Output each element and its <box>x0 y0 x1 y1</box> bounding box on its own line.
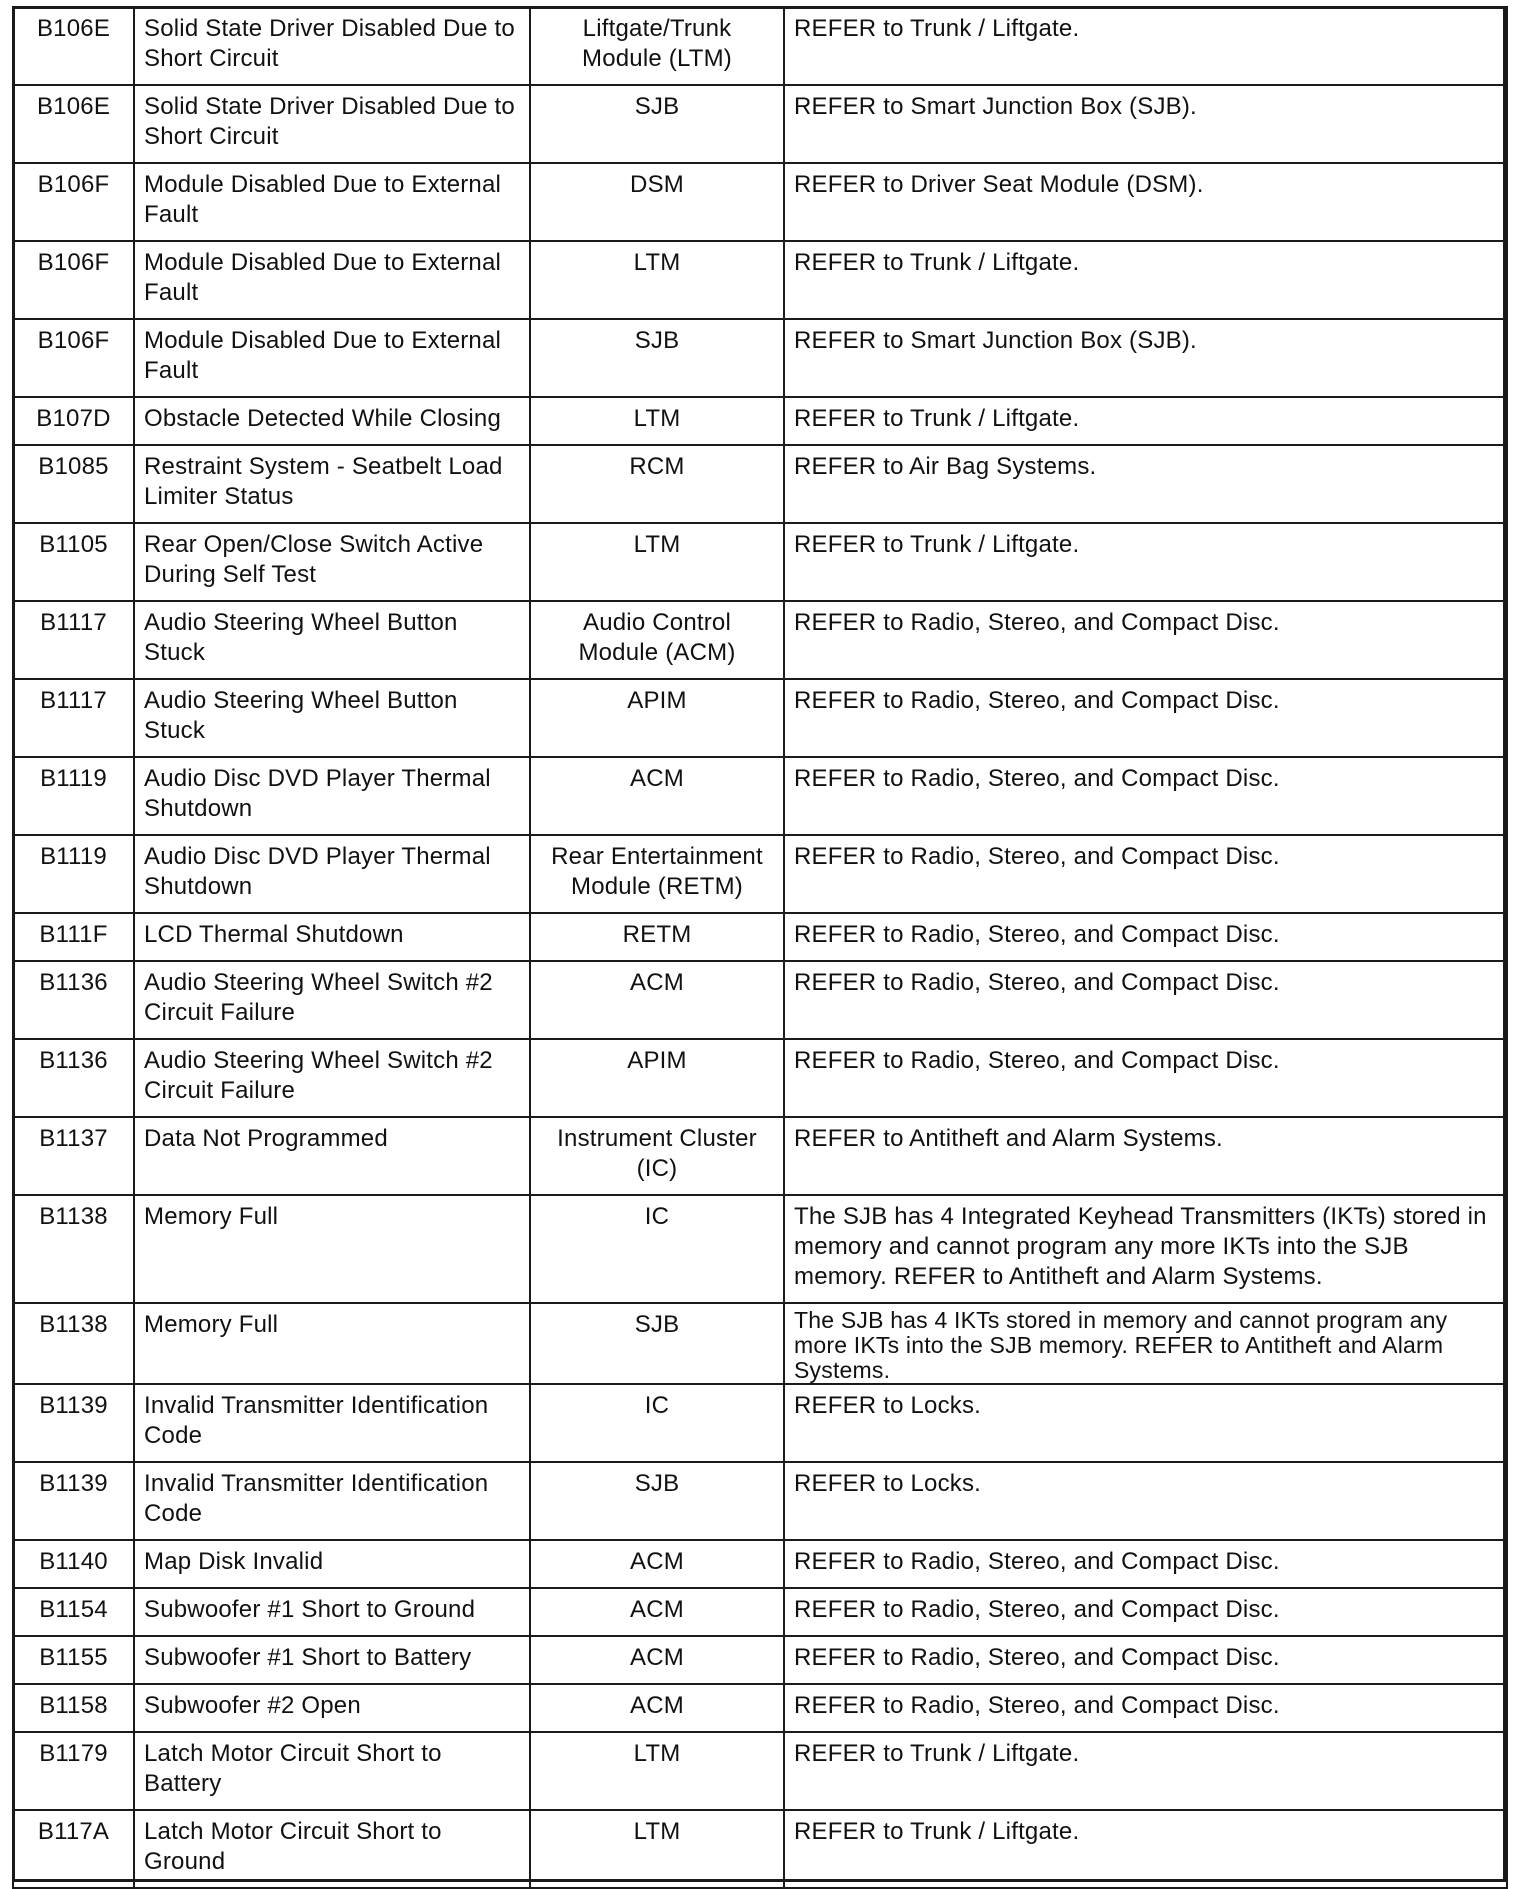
dtc-action: REFER to Radio, Stereo, and Compact Disc. <box>784 1684 1507 1732</box>
dtc-module: ACM <box>530 1588 784 1636</box>
dtc-action: The SJB has 4 Integrated Keyhead Transmitters (IKTs) stored in memory and cannot program any more IKTs into the SJB memory. REFER to Antitheft and Alarm Systems. <box>784 1195 1507 1303</box>
dtc-module: Audio Control Module (ACM) <box>530 601 784 679</box>
dtc-module: Liftgate/Trunk Module (LTM) <box>530 7 784 85</box>
dtc-code: B1085 <box>13 445 134 523</box>
dtc-action: REFER to Trunk / Liftgate. <box>784 7 1507 85</box>
dtc-module: IC <box>530 1384 784 1462</box>
dtc-action: REFER to Antitheft and Alarm Systems. <box>784 1117 1507 1195</box>
dtc-description: Invalid Transmitter Identification Code <box>134 1384 530 1462</box>
dtc-description: Audio Disc DVD Player Thermal Shutdown <box>134 835 530 913</box>
dtc-code: B1117 <box>13 601 134 679</box>
dtc-code: B1119 <box>13 757 134 835</box>
dtc-action: REFER to Radio, Stereo, and Compact Disc. <box>784 757 1507 835</box>
dtc-description: Map Disk Invalid <box>134 1540 530 1588</box>
dtc-description: Module Disabled Due to External Fault <box>134 319 530 397</box>
dtc-module: IC <box>530 1195 784 1303</box>
dtc-code: B117A <box>13 1810 134 1888</box>
dtc-action: REFER to Smart Junction Box (SJB). <box>784 319 1507 397</box>
dtc-action: REFER to Locks. <box>784 1384 1507 1462</box>
dtc-description: Audio Disc DVD Player Thermal Shutdown <box>134 757 530 835</box>
dtc-action: REFER to Radio, Stereo, and Compact Disc. <box>784 1039 1507 1117</box>
dtc-description: Memory Full <box>134 1195 530 1303</box>
dtc-action: REFER to Trunk / Liftgate. <box>784 1810 1507 1888</box>
dtc-code: B1136 <box>13 1039 134 1117</box>
dtc-description: Obstacle Detected While Closing <box>134 397 530 445</box>
dtc-description: Restraint System - Seatbelt Load Limiter Status <box>134 445 530 523</box>
dtc-module: SJB <box>530 85 784 163</box>
dtc-action: REFER to Locks. <box>784 1462 1507 1540</box>
dtc-module: LTM <box>530 1732 784 1810</box>
dtc-module: ACM <box>530 1540 784 1588</box>
dtc-module: LTM <box>530 397 784 445</box>
dtc-code: B1155 <box>13 1636 134 1684</box>
dtc-module: SJB <box>530 319 784 397</box>
dtc-code: B106E <box>13 85 134 163</box>
dtc-description: Module Disabled Due to External Fault <box>134 241 530 319</box>
dtc-code: B106E <box>13 7 134 85</box>
dtc-action: REFER to Driver Seat Module (DSM). <box>784 163 1507 241</box>
dtc-code: B1139 <box>13 1462 134 1540</box>
dtc-action: REFER to Radio, Stereo, and Compact Disc. <box>784 1636 1507 1684</box>
dtc-code: B1105 <box>13 523 134 601</box>
dtc-code: B1139 <box>13 1384 134 1462</box>
dtc-module: Rear Entertainment Module (RETM) <box>530 835 784 913</box>
dtc-code: B106F <box>13 163 134 241</box>
dtc-code: B1140 <box>13 1540 134 1588</box>
dtc-module: Instrument Cluster (IC) <box>530 1117 784 1195</box>
dtc-code: B1136 <box>13 961 134 1039</box>
dtc-description: Memory Full <box>134 1303 530 1384</box>
dtc-action: REFER to Air Bag Systems. <box>784 445 1507 523</box>
dtc-code: B107D <box>13 397 134 445</box>
dtc-description: Module Disabled Due to External Fault <box>134 163 530 241</box>
dtc-module: APIM <box>530 679 784 757</box>
dtc-description: Data Not Programmed <box>134 1117 530 1195</box>
dtc-code: B1117 <box>13 679 134 757</box>
dtc-action: REFER to Radio, Stereo, and Compact Disc. <box>784 913 1507 961</box>
dtc-action: REFER to Radio, Stereo, and Compact Disc. <box>784 835 1507 913</box>
dtc-module: RCM <box>530 445 784 523</box>
dtc-description: Subwoofer #2 Open <box>134 1684 530 1732</box>
dtc-description: Audio Steering Wheel Switch #2 Circuit Failure <box>134 961 530 1039</box>
dtc-description: Latch Motor Circuit Short to Ground <box>134 1810 530 1888</box>
dtc-description: Rear Open/Close Switch Active During Self Test <box>134 523 530 601</box>
dtc-module: ACM <box>530 1684 784 1732</box>
dtc-action: REFER to Trunk / Liftgate. <box>784 523 1507 601</box>
dtc-description: Audio Steering Wheel Button Stuck <box>134 679 530 757</box>
dtc-module: SJB <box>530 1462 784 1540</box>
dtc-action: REFER to Radio, Stereo, and Compact Disc. <box>784 1540 1507 1588</box>
dtc-module: LTM <box>530 241 784 319</box>
dtc-code: B106F <box>13 241 134 319</box>
dtc-action: REFER to Trunk / Liftgate. <box>784 241 1507 319</box>
dtc-action: REFER to Smart Junction Box (SJB). <box>784 85 1507 163</box>
dtc-code: B1137 <box>13 1117 134 1195</box>
dtc-action: REFER to Radio, Stereo, and Compact Disc. <box>784 961 1507 1039</box>
dtc-description: Subwoofer #1 Short to Ground <box>134 1588 530 1636</box>
dtc-code: B1119 <box>13 835 134 913</box>
dtc-description: Audio Steering Wheel Switch #2 Circuit Failure <box>134 1039 530 1117</box>
dtc-description: LCD Thermal Shutdown <box>134 913 530 961</box>
dtc-module: RETM <box>530 913 784 961</box>
table-outer-border <box>12 6 1506 1882</box>
dtc-code: B1138 <box>13 1195 134 1303</box>
dtc-module: ACM <box>530 1636 784 1684</box>
dtc-code: B1179 <box>13 1732 134 1810</box>
dtc-description: Solid State Driver Disabled Due to Short Circuit <box>134 7 530 85</box>
dtc-action: REFER to Radio, Stereo, and Compact Disc. <box>784 601 1507 679</box>
dtc-code: B106F <box>13 319 134 397</box>
dtc-description: Latch Motor Circuit Short to Battery <box>134 1732 530 1810</box>
dtc-module: ACM <box>530 961 784 1039</box>
dtc-module: DSM <box>530 163 784 241</box>
dtc-description: Subwoofer #1 Short to Battery <box>134 1636 530 1684</box>
dtc-module: LTM <box>530 1810 784 1888</box>
dtc-action: REFER to Trunk / Liftgate. <box>784 1732 1507 1810</box>
dtc-code: B1138 <box>13 1303 134 1384</box>
dtc-module: SJB <box>530 1303 784 1384</box>
dtc-action: REFER to Radio, Stereo, and Compact Disc. <box>784 679 1507 757</box>
dtc-action: The SJB has 4 IKTs stored in memory and cannot program any more IKTs into the SJB memory. REFER to Antitheft and Alarm Systems. <box>784 1303 1507 1384</box>
dtc-module: APIM <box>530 1039 784 1117</box>
dtc-description: Solid State Driver Disabled Due to Short Circuit <box>134 85 530 163</box>
dtc-module: ACM <box>530 757 784 835</box>
dtc-description: Invalid Transmitter Identification Code <box>134 1462 530 1540</box>
dtc-module: LTM <box>530 523 784 601</box>
dtc-code: B1154 <box>13 1588 134 1636</box>
dtc-code: B1158 <box>13 1684 134 1732</box>
dtc-description: Audio Steering Wheel Button Stuck <box>134 601 530 679</box>
dtc-code: B111F <box>13 913 134 961</box>
dtc-action: REFER to Trunk / Liftgate. <box>784 397 1507 445</box>
dtc-action: REFER to Radio, Stereo, and Compact Disc. <box>784 1588 1507 1636</box>
